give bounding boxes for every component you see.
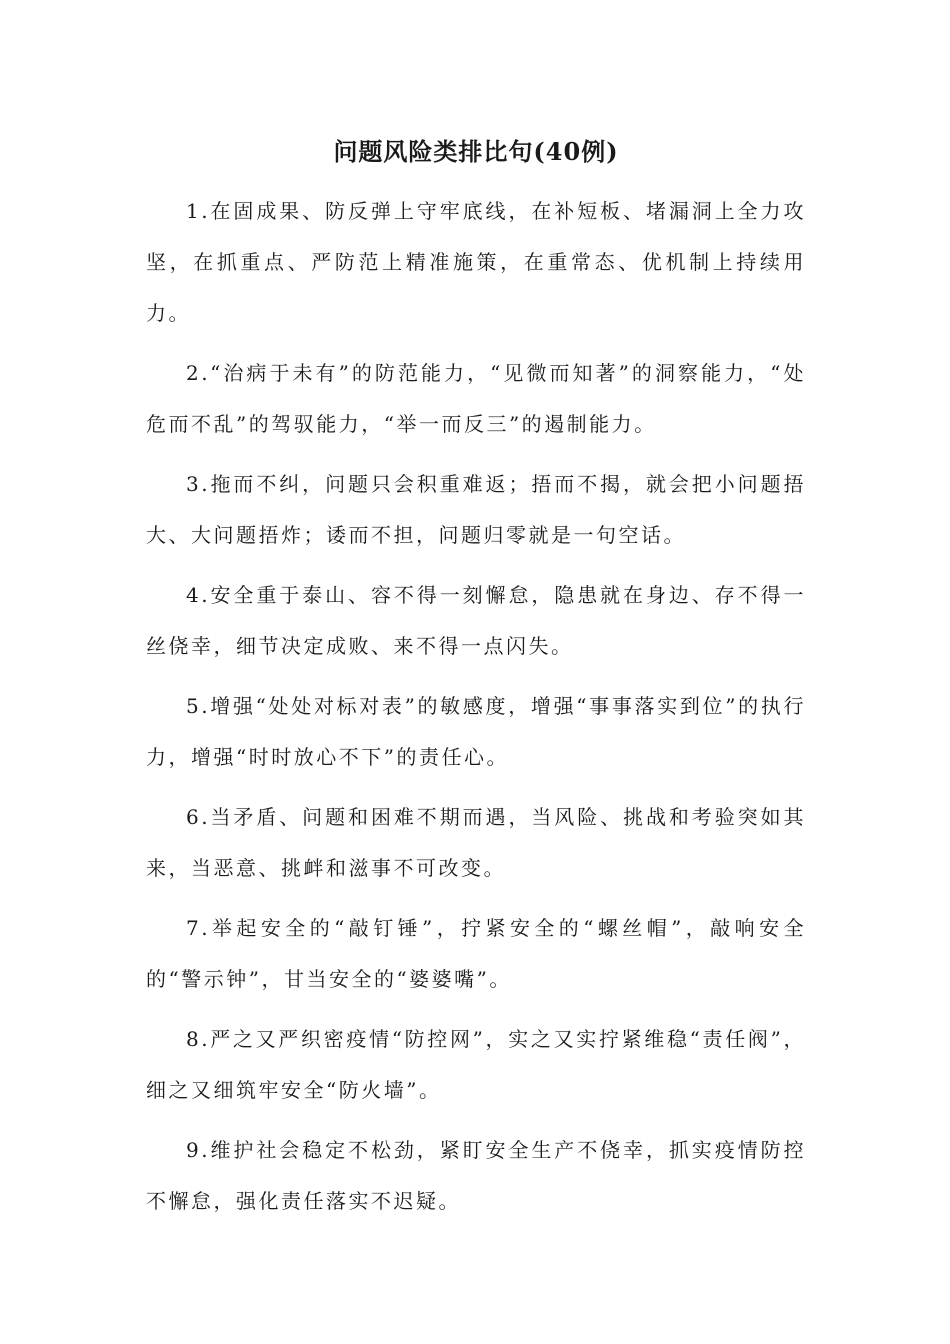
paragraph-4: 4.安全重于泰山、容不得一刻懈怠，隐患就在身边、存不得一丝侥幸，细节决定成败、来不得一点闪失。 <box>146 583 806 658</box>
paragraph-2: 2.“治病于未有”的防范能力，“见微而知著”的洞察能力，“处危而不乱”的驾驭能力，“举一而反三”的遏制能力。 <box>146 361 806 436</box>
document-title: 问题风险类排比句(40例) <box>333 137 619 166</box>
paragraph-6: 6.当矛盾、问题和困难不期而遇，当风险、挑战和考验突如其来，当恶意、挑衅和滋事不可改变。 <box>146 805 806 880</box>
paragraph-3: 3.拖而不纠，问题只会积重难返；捂而不揭，就会把小问题捂大、大问题捂炸；诿而不担，问题归零就是一句空话。 <box>146 472 806 547</box>
paragraph-7: 7.举起安全的“敲钉锤”，拧紧安全的“螺丝帽”，敲响安全的“警示钟”，甘当安全的“婆婆嘴”。 <box>146 916 806 991</box>
paragraph-9: 9.维护社会稳定不松劲，紧盯安全生产不侥幸，抓实疫情防控不懈怠，强化责任落实不迟疑。 <box>146 1138 806 1213</box>
document-page <box>146 128 806 1236</box>
paragraph-1: 1.在固成果、防反弹上守牢底线，在补短板、堵漏洞上全力攻坚，在抓重点、严防范上精准施策，在重常态、优机制上持续用力。 <box>146 199 806 325</box>
paragraph-5: 5.增强“处处对标对表”的敏感度，增强“事事落实到位”的执行力，增强“时时放心不下”的责任心。 <box>146 694 806 769</box>
paragraph-8: 8.严之又严织密疫情“防控网”，实之又实拧紧维稳“责任阀”，细之又细筑牢安全“防火墙”。 <box>146 1027 806 1102</box>
